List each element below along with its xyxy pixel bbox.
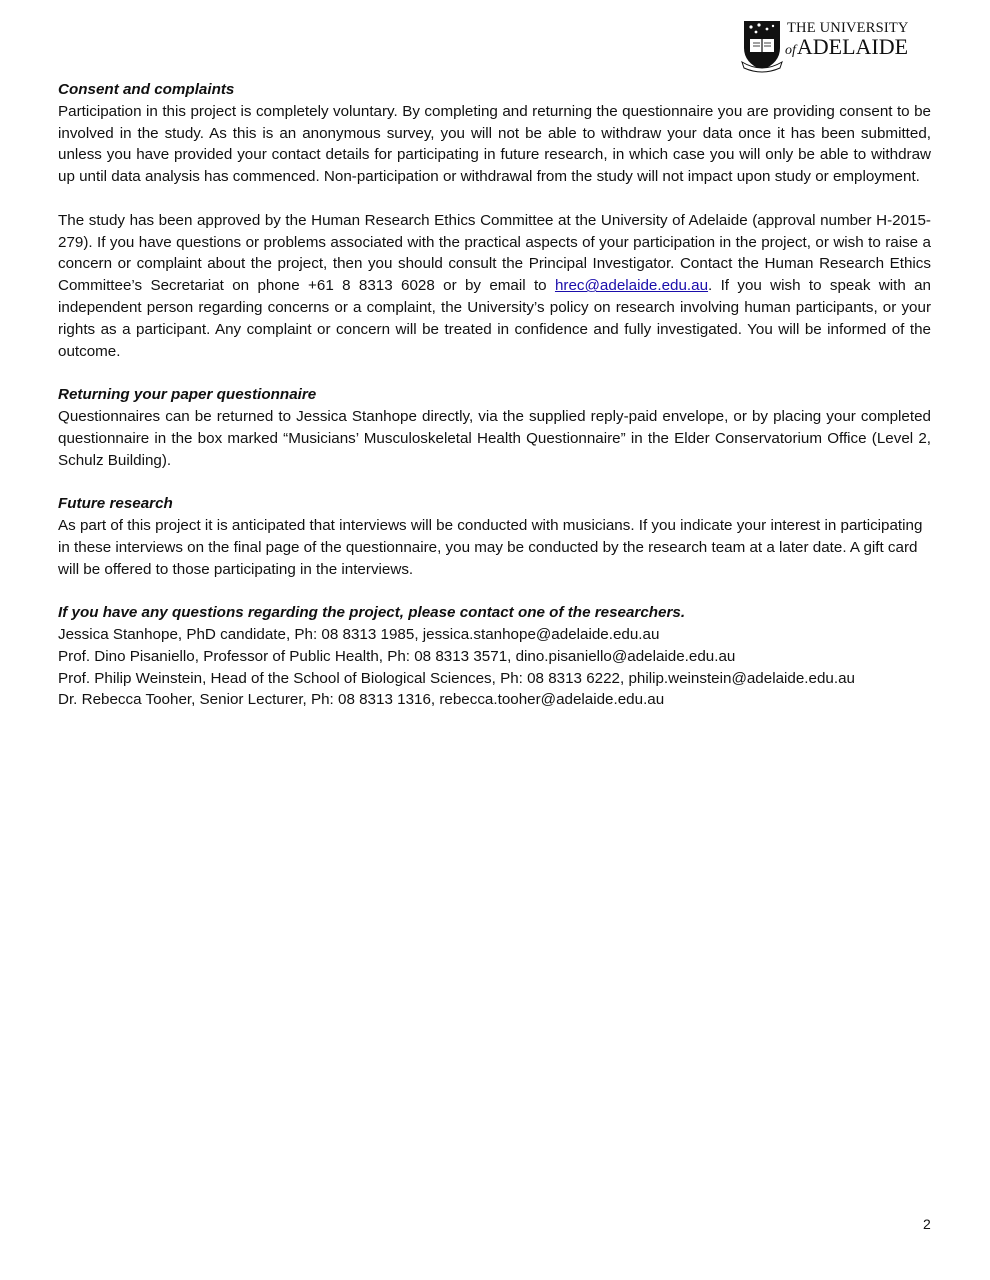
ethics-paragraph xyxy=(58,210,931,363)
logo-adelaide: ADELAIDE xyxy=(796,34,909,59)
contact-line: Dr. Rebecca Tooher, Senior Lecturer, Ph: 08 8313 1316, rebecca.tooher@adelaide.edu.au xyxy=(58,691,665,709)
returning-heading: Returning your paper questionnaire xyxy=(58,386,317,404)
ethics-text-after: . If you wish to speak with an independent person regarding concerns or a complaint, the University’s policy on research involving human participants, or your rights as a participant. Any complaint or concern will be treated in confidence and fully investigated. You will be informed of the outcome. xyxy=(58,277,931,360)
ethics-text-before: The study has been approved by the Human Research Ethics Committee at the University of Adelaide (approval number H-2015-279). If you have questions or problems associated with the practical aspects of your participation in the project, or wish to raise a concern or complaint about the project, then you should consult the Principal Investigator. Contact the Human Research Ethics Committee’s Secretariat on phone +61 8 8313 6028 or by email to xyxy=(58,211,931,295)
consent-paragraph: Participation in this project is completely voluntary. By completing and returning the questionnaire you are providing consent to be involved in the study. As this is an anonymous survey, you will not be able to withdraw your data once it has been submitted, unless you have provided your contact details for participating in future research, in which case you will only be able to withdraw up until data analysis has commenced. Non-participation or withdrawal from the study will not impact upon study or employment. xyxy=(58,102,931,186)
future-heading: Future research xyxy=(58,495,173,513)
future-paragraph: As part of this project it is anticipated that interviews will be conducted with musicians. If you indicate your interest in participating in these interviews on the final page of the questionnaire, you may be conducted by the research team at a later date. A gift card will be offered to those participating in the interviews. xyxy=(58,516,923,578)
contact-line: Jessica Stanhope, PhD candidate, Ph: 08 8313 1985, jessica.stanhope@adelaide.edu.au xyxy=(58,625,660,643)
document-body xyxy=(58,79,931,711)
university-logo xyxy=(741,18,911,74)
logo-line-university: THE UNIVERSITY xyxy=(787,20,909,36)
university-crest-icon xyxy=(741,18,783,74)
contact-line: Prof. Dino Pisaniello, Professor of Public Health, Ph: 08 8313 3571, dino.pisaniello@adelaide.edu.au xyxy=(58,647,736,665)
contact-line: Prof. Philip Weinstein, Head of the School of Biological Sciences, Ph: 08 8313 6222, philip.weinstein@adelaide.edu.au xyxy=(58,669,855,687)
logo-of: of xyxy=(785,43,796,58)
consent-heading: Consent and complaints xyxy=(58,81,235,98)
contacts-heading: If you have any questions regarding the project, please contact one of the researchers. xyxy=(58,604,686,622)
returning-paragraph: Questionnaires can be returned to Jessica Stanhope directly, via the supplied reply-paid envelope, or by placing your completed questionnaire in the box marked “Musicians’ Musculoskeletal Health Questionnaire” in the Elder Conservatorium Office (Level 2, Schulz Building). xyxy=(58,407,931,469)
logo-line-adelaide xyxy=(785,34,908,60)
page-number: 2 xyxy=(923,1216,931,1232)
hrec-email-link[interactable]: hrec@adelaide.edu.au xyxy=(554,277,709,295)
